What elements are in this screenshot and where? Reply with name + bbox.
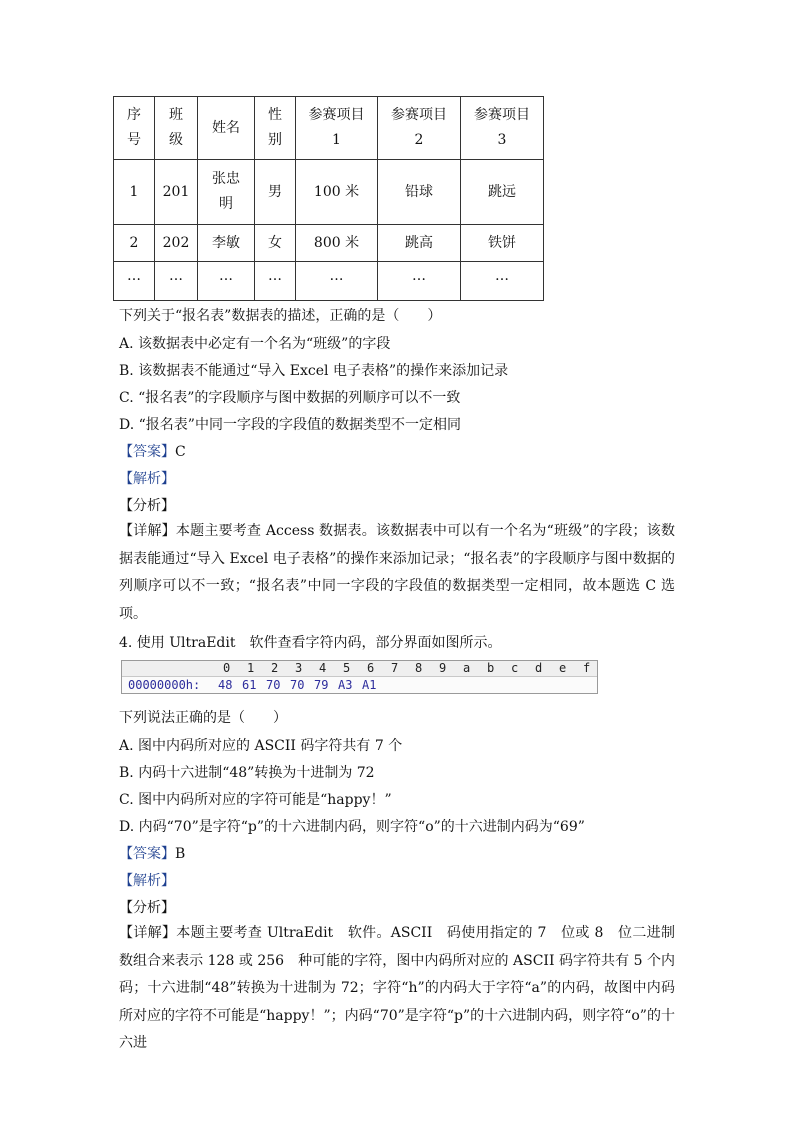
q3-stem: 下列关于“报名表”数据表的描述，正确的是（ ） <box>119 308 442 324</box>
hex-column-label: 8 <box>415 661 423 675</box>
answer-value: B <box>175 846 186 862</box>
table-cell: 跳高 <box>378 225 461 262</box>
table-cell: 100 米 <box>296 160 378 225</box>
q3-option-c: C. “报名表”的字段顺序与图中数据的列顺序可以不一致 <box>119 390 461 406</box>
table-cell: 201 <box>155 160 198 225</box>
table-cell: 女 <box>255 225 296 262</box>
table-cell: 李敏 <box>198 225 255 262</box>
table-cell: 2 <box>114 225 155 262</box>
hex-column-label: c <box>511 661 519 675</box>
table-cell: 男 <box>255 160 296 225</box>
table-header-cell: 参赛项目 2 <box>378 97 461 160</box>
table-cell: 铅球 <box>378 160 461 225</box>
hex-column-label: 9 <box>439 661 447 675</box>
q3-fenxi-tag: 【分析】 <box>119 498 175 514</box>
table-cell: … <box>114 262 155 301</box>
answer-value: C <box>175 444 186 460</box>
q4-stem: 4. 使用 UltraEdit 软件查看字符内码，部分界面如图所示。 <box>119 635 502 651</box>
table-cell: 800 米 <box>296 225 378 262</box>
q3-detail <box>119 518 675 628</box>
hex-column-label: e <box>559 661 567 675</box>
table-header-cell: 班 级 <box>155 97 198 160</box>
table-header-cell: 参赛项目 3 <box>461 97 544 160</box>
detail-tag: 【详解】 <box>119 523 176 539</box>
table-cell: 跳远 <box>461 160 544 225</box>
hex-byte: 70 <box>266 678 281 692</box>
table-cell: … <box>378 262 461 301</box>
hex-column-label: 4 <box>319 661 327 675</box>
ultraedit-hex-view <box>121 660 598 694</box>
detail-tag: 【详解】 <box>119 925 177 941</box>
detail-text: 本题主要考查 Access 数据表。该数据表中可以有一个名为“班级”的字段；该数据表能通过“导入 Excel 电子表格”的操作来添加记录；“报名表”的字段顺序与图中数据的列顺序可以不一致；“报名表”中同一字段的字段值的数据类型一定相同，故本题选 C 选项。 <box>119 523 675 622</box>
table-cell: … <box>296 262 378 301</box>
hex-byte: 70 <box>290 678 305 692</box>
hex-column-label: 5 <box>343 661 351 675</box>
table-header-row <box>114 97 544 160</box>
hex-byte: A1 <box>362 678 377 692</box>
table-cell: 铁饼 <box>461 225 544 262</box>
hex-byte: 79 <box>314 678 329 692</box>
q4-detail <box>119 920 675 1058</box>
table-cell: 202 <box>155 225 198 262</box>
q4-option-d: D. 内码“70”是字符“p”的十六进制内码，则字符“o”的十六进制内码为“69” <box>119 819 585 835</box>
answer-tag: 【答案】 <box>119 846 175 862</box>
table-header-cell: 序 号 <box>114 97 155 160</box>
q3-option-b: B. 该数据表不能通过“导入 Excel 电子表格”的操作来添加记录 <box>119 363 509 379</box>
hex-data-row <box>122 677 597 693</box>
hex-column-label: 3 <box>295 661 303 675</box>
table-header-cell: 姓名 <box>198 97 255 160</box>
hex-column-label: 1 <box>247 661 255 675</box>
q4-option-c: C. 图中内码所对应的字符可能是“happy！” <box>119 792 392 808</box>
q3-option-a: A. 该数据表中必定有一个名为“班级”的字段 <box>119 336 391 352</box>
table-row <box>114 225 544 262</box>
hex-column-label: d <box>535 661 543 675</box>
q4-option-a: A. 图中内码所对应的 ASCII 码字符共有 7 个 <box>119 738 403 754</box>
hex-column-label: a <box>463 661 471 675</box>
hex-byte: 48 <box>218 678 233 692</box>
q3-answer <box>119 441 186 461</box>
hex-column-label: b <box>487 661 495 675</box>
table-row <box>114 262 544 301</box>
table-cell: … <box>198 262 255 301</box>
hex-column-label: f <box>583 661 591 675</box>
hex-column-label: 7 <box>391 661 399 675</box>
hex-address: 00000000h: <box>128 678 201 692</box>
detail-text: 本题主要考查 UltraEdit 软件。ASCII 码使用指定的 7 位或 8 位二进制数组合来表示 128 或 256 种可能的字符，图中内码所对应的 ASCII 码字符共有 5 个内码；十六进制“48”转换为十进制为 72；字符“h”的内码大于字符“a”的内码，故图中内码所对应的字符不可能是“happy！”；内码“70”是字符“p”的十六进制内码，则字符“o”的十六进 <box>119 925 675 1051</box>
q4-stem2: 下列说法正确的是（ ） <box>119 710 287 726</box>
q3-analysis-tag: 【解析】 <box>119 471 175 487</box>
table-cell: … <box>255 262 296 301</box>
table-cell: … <box>155 262 198 301</box>
table-cell: 张忠 明 <box>198 160 255 225</box>
table-header-cell: 参赛项目 1 <box>296 97 378 160</box>
table-header-cell: 性 别 <box>255 97 296 160</box>
q4-option-b: B. 内码十六进制“48”转换为十进制为 72 <box>119 765 375 781</box>
hex-column-label: 2 <box>271 661 279 675</box>
answer-tag: 【答案】 <box>119 444 175 460</box>
table-row <box>114 160 544 225</box>
table-cell: 1 <box>114 160 155 225</box>
q4-analysis-tag: 【解析】 <box>119 873 175 889</box>
q4-fenxi-tag: 【分析】 <box>119 900 175 916</box>
hex-byte: A3 <box>338 678 353 692</box>
hex-column-label: 0 <box>223 661 231 675</box>
hex-byte: 61 <box>242 678 257 692</box>
q4-answer <box>119 843 185 863</box>
registration-table <box>113 96 544 301</box>
hex-column-label: 6 <box>367 661 375 675</box>
q3-option-d: D. “报名表”中同一字段的字段值的数据类型不一定相同 <box>119 417 461 433</box>
hex-column-header <box>122 661 597 677</box>
table-cell: … <box>461 262 544 301</box>
